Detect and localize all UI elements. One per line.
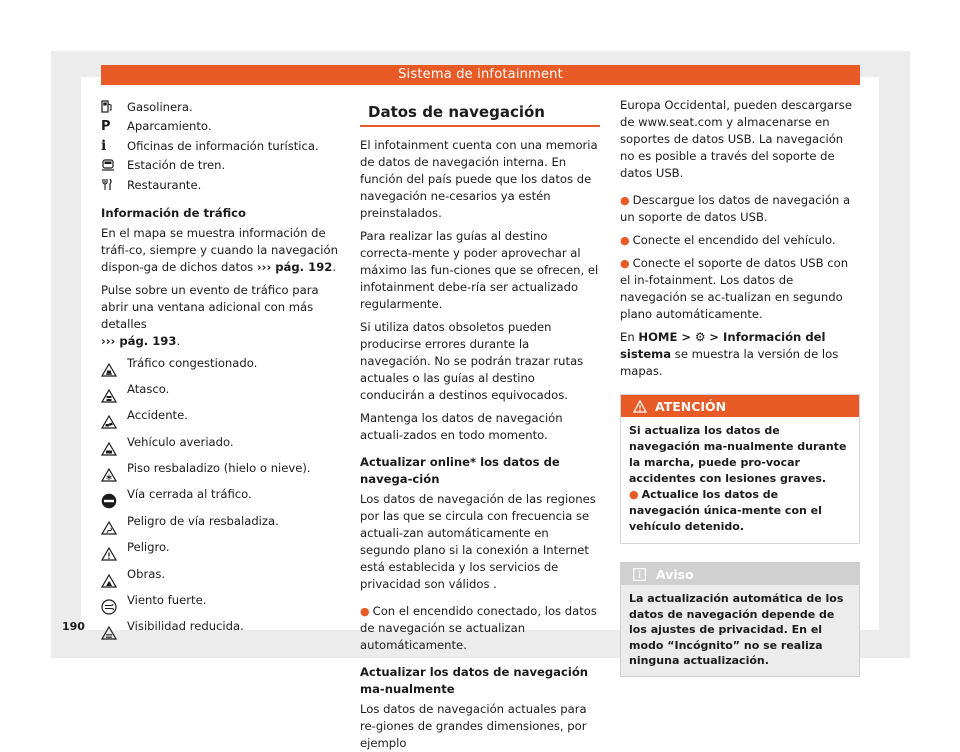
list-item-label: Accidente. [127,408,188,423]
paragraph: Europa Occidental, pueden descargarse de www.seat.com y almacenarse en soportes de datos USB. La navegación no es posible a través del soporte de datos USB. [620,98,852,180]
list-item [101,514,338,540]
subheading: Actualizar online* los datos de navega-ción [360,455,560,486]
bullet-item [629,487,849,535]
list-item [101,117,338,137]
broken-vehicle-sign-icon [101,435,127,460]
list-item [101,156,338,176]
bullet-text: Conecte el soporte de datos USB con el in-fotainment. Los datos de navegación se ac-tualizan en segundo plano automáticamente. [620,256,849,321]
bullet-item [360,603,600,654]
warning-text: Si actualiza los datos de navegación ma-nualmente durante la marcha, puede pro-vocar accidentes con lesiones graves. [629,424,847,485]
list-item [101,97,338,117]
warning-callout-title: ATENCIÓN [655,398,727,414]
list-item [101,382,338,408]
warning-callout-body [621,417,859,543]
column-left [101,97,338,646]
bullet-dot-icon: ● [620,257,630,270]
accident-sign-icon [101,408,127,433]
list-item [101,567,338,593]
road-closed-icon [101,487,127,513]
notice-callout-body [621,585,859,676]
warning-callout [620,394,860,544]
paragraph-text: En [620,330,635,344]
paragraph: El infotainment cuenta con una memoria de datos de navegación interna. En función del país puede que los datos de navegación ne-cesarios ya estén preinstalados. [360,138,598,220]
bullet-text: Actualice los datos de navegación única-mente con el vehículo detenido. [629,488,822,533]
bullet-text: Con el encendido conectado, los datos de navegación se actualizan automáticamente. [360,604,597,652]
poi-list [101,97,338,195]
list-item-label: Atasco. [127,381,170,396]
bullet-dot-icon: ● [629,488,639,501]
bullet-dot-icon: ● [620,194,630,207]
list-item [101,175,338,195]
bullet-dot-icon: ● [620,234,630,247]
traffic-heading: Información de tráfico [101,205,247,220]
list-item-label: Peligro. [127,540,170,555]
warning-triangle-icon [633,400,647,413]
list-item [101,487,338,513]
list-item-label: Vía cerrada al tráfico. [127,487,252,502]
column-right [620,97,860,677]
gear-icon: ⚙ [694,330,706,344]
paragraph: Si utiliza datos obsoletos pueden producirse errores durante la navegación. No se podrán trazar rutas actuales o las guías al destino conducirán a destinos equivocados. [360,320,584,402]
notice-callout-header [621,563,859,585]
bullet-item [620,232,860,249]
bullet-text: Conecte el encendido del vehículo. [632,233,836,247]
list-item-label: Visibilidad reducida. [127,619,244,634]
column-middle [360,97,600,752]
list-item [101,540,338,566]
list-item [101,136,338,156]
warning-callout-header [621,395,859,417]
traffic-jam-sign-icon [101,356,127,381]
list-item-label: Viento fuerte. [127,593,207,608]
paragraph: Para realizar las guías al destino correcta-mente y poder aprovechar al máximo las fun-ciones que se ofrecen, el infotainment debe-ría ser actualizado regularmente. [360,229,599,311]
bullet-text: Descargue los datos de navegación a un soporte de datos USB. [620,193,851,224]
list-item-label: Oficinas de información turística. [127,138,319,153]
traffic-warning-list [101,356,338,646]
page-reference-link[interactable]: ››› pág. 193 [101,333,177,348]
subheading: Actualizar los datos de navegación ma-nualmente [360,665,589,696]
queue-sign-icon [101,382,127,407]
list-item-label: Peligro de vía resbaladiza. [127,513,279,528]
list-item-label: Gasolinera. [127,99,193,114]
list-item-label: Tráfico congestionado. [127,355,258,370]
list-item [101,461,338,487]
list-item-label: Estación de tren. [127,158,226,173]
roadworks-sign-icon [101,567,127,592]
page-number: 190 [62,620,85,633]
slippery-road-sign-icon [101,514,127,539]
notice-text: La actualización automática de los datos de navegación depende de los ajustes de privacidad. En el modo “Incógnito” no se realiza ninguna actualización. [629,592,844,667]
bullet-dot-icon: ● [360,605,370,618]
train-icon [101,159,127,172]
traffic-paragraph-1 [101,225,338,276]
list-item [101,356,338,382]
info-icon: i [101,137,107,154]
notice-callout [620,562,860,677]
low-visibility-sign-icon [101,619,127,644]
list-item [101,593,338,619]
paragraph-text: se muestra la versión de los mapas. [620,347,839,378]
bullet-item [620,192,860,226]
list-item-label: Obras. [127,566,166,581]
restaurant-icon [101,178,127,191]
list-item [101,619,338,645]
paragraph-text: Pulse sobre un evento de tráfico para abrir una ventana adicional con más detalles [101,282,319,331]
page-reference-link[interactable]: ››› pág. 192 [256,259,333,274]
list-item-label: Aparcamiento. [127,119,212,134]
paragraph-end: . [176,333,181,348]
menu-path-paragraph [620,329,860,380]
list-item-label: Piso resbaladizo (hielo o nieve). [127,461,311,476]
menu-path: > Información del sistema [620,330,826,361]
fuel-pump-icon [101,100,127,113]
traffic-paragraph-2 [101,282,338,350]
list-item-label: Vehículo averiado. [127,434,234,449]
paragraph: Los datos de navegación actuales para re-giones de grandes dimensiones, por ejemplo [360,702,587,750]
info-box-icon [633,568,646,581]
section-title: Datos de navegación [368,103,545,121]
list-item-label: Restaurante. [127,177,202,192]
paragraph: Los datos de navegación de las regiones por las que se circula con frecuencia se actuali-zan automáticamente en segundo plano si la conexión a Internet está establecida y los servicios de privacidad son válidos . [360,492,596,591]
bullet-item [620,255,860,323]
list-item [101,408,338,434]
title-rule [360,125,600,127]
slippery-ice-sign-icon [101,461,127,486]
danger-sign-icon [101,540,127,565]
list-item [101,435,338,461]
paragraph: Mantenga los datos de navegación actuali-zados en todo momento. [360,411,563,442]
notice-callout-title: Aviso [656,566,694,582]
page-header: Sistema de infotainment [101,65,860,85]
paragraph-end: . [332,259,337,274]
parking-icon: P [101,118,111,134]
menu-path: HOME > [638,330,692,344]
paragraph-text: En el mapa se muestra información de tráfi-co, siempre y cuando la navegación dispon-ga de dichos datos [101,225,338,274]
wind-icon [101,593,127,619]
